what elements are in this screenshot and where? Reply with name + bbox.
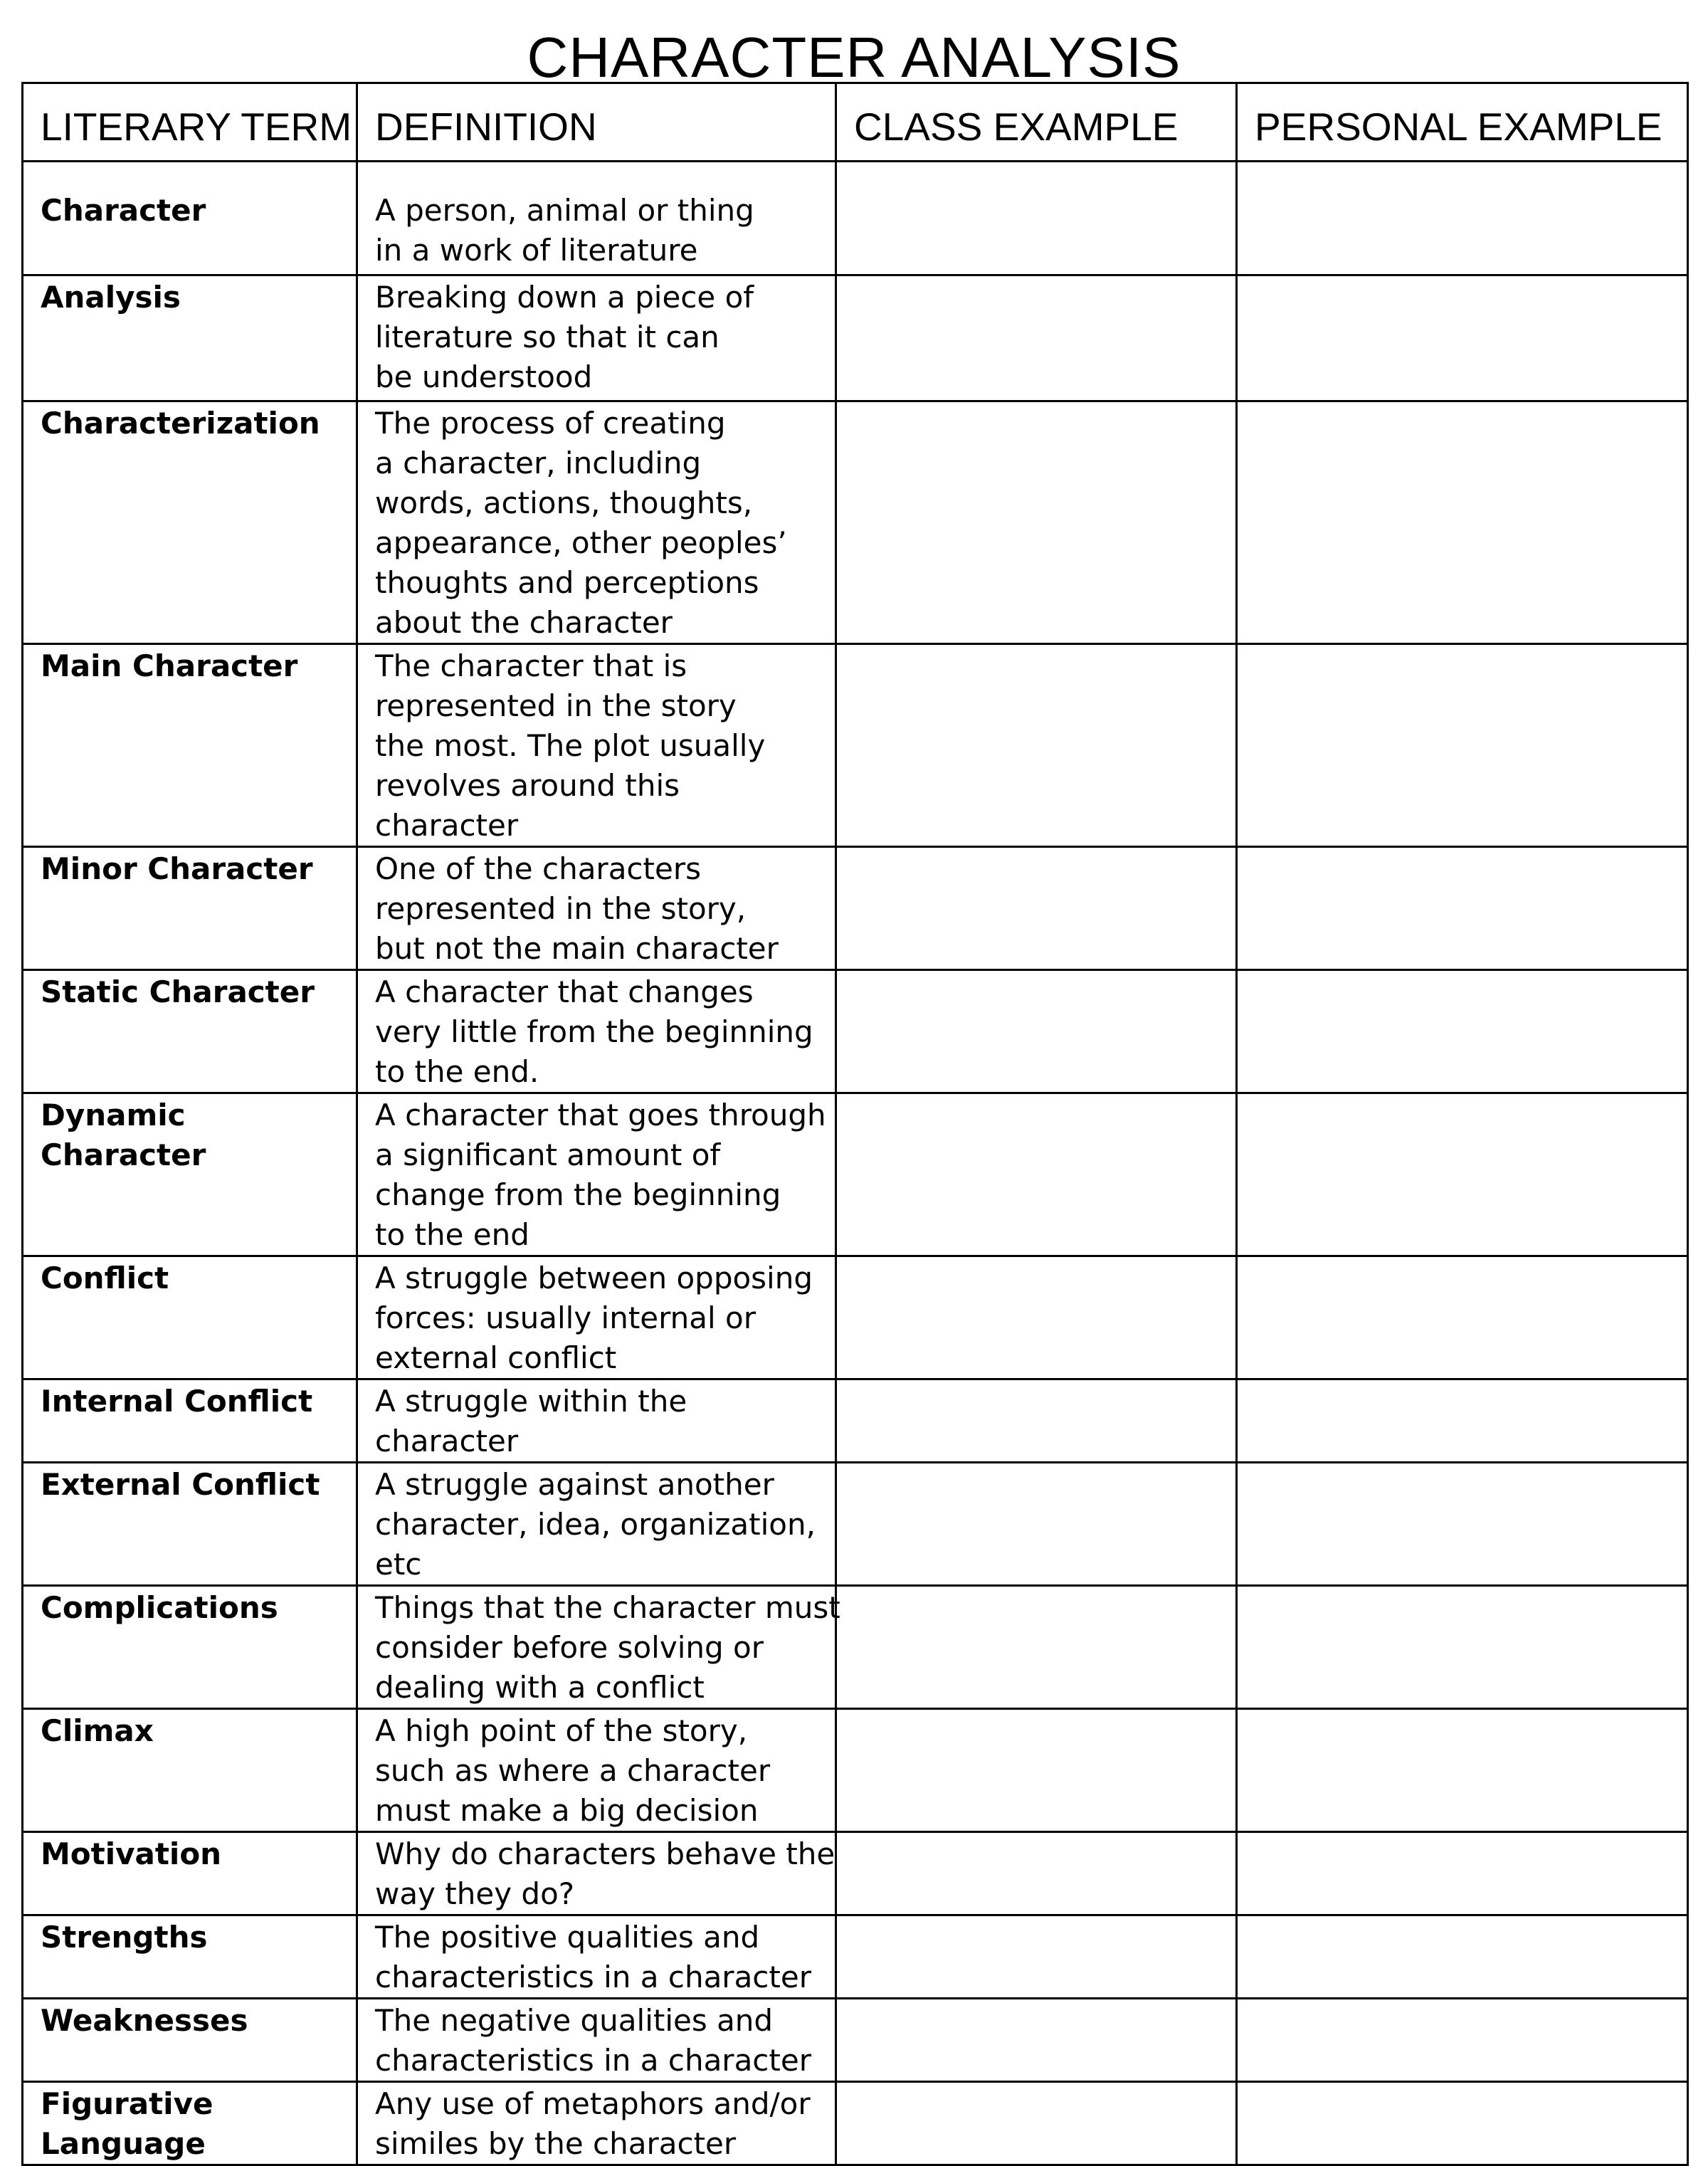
definition-cell (357, 2082, 836, 2165)
definition-line: to the end. (375, 1054, 539, 1089)
definition-cell (357, 1379, 836, 1463)
definition-line: A high point of the story, (375, 1713, 748, 1748)
definition-line: about the character (375, 605, 673, 640)
definition-line: revolves around this (375, 768, 680, 803)
definition-cell (357, 1586, 840, 1709)
definition-cell (357, 275, 836, 401)
definition-line: character, idea, organization, (375, 1507, 816, 1542)
class-example-cell[interactable] (836, 1999, 1237, 2082)
definition-line: The character that is (375, 648, 687, 683)
definition-line: to the end (375, 1217, 529, 1252)
table-row (23, 1709, 1688, 1832)
definition-cell (357, 1256, 836, 1379)
definition-line: A person, animal or thing (375, 193, 754, 228)
table-row (23, 401, 1688, 644)
table-row (23, 1093, 1688, 1256)
table-row (23, 970, 1688, 1093)
class-example-cell[interactable] (836, 1586, 1237, 1709)
definition-line: A struggle against another (375, 1467, 774, 1502)
definition-cell (357, 1999, 836, 2082)
definition-line: The negative qualities and (375, 2003, 774, 2038)
definition-line: external conflict (375, 1340, 617, 1375)
literary-term-cell: Minor Character (23, 847, 357, 970)
header-row (23, 83, 1688, 162)
definition-line: way they do? (375, 1876, 575, 1911)
definition-line: The positive qualities and (375, 1920, 760, 1955)
definition-line: character (375, 1424, 519, 1458)
column-header-personal-example: PERSONAL EXAMPLE (1237, 83, 1688, 162)
class-example-cell[interactable] (836, 970, 1237, 1093)
definition-line: similes by the character (375, 2126, 737, 2161)
definition-line: literature so that it can (375, 320, 719, 354)
literary-term-cell: Internal Conflict (23, 1379, 357, 1463)
class-example-cell[interactable] (836, 1709, 1237, 1832)
definition-line: The process of creating (375, 406, 726, 441)
column-header-class-example: CLASS EXAMPLE (836, 83, 1237, 162)
definition-line: such as where a character (375, 1753, 771, 1788)
class-example-cell[interactable] (836, 1093, 1237, 1256)
definition-cell (357, 1093, 836, 1256)
class-example-cell[interactable] (836, 1832, 1237, 1915)
definition-cell (357, 1463, 836, 1586)
definition-line: in a work of literature (375, 233, 698, 268)
literary-term-cell: Figurative Language (23, 2082, 357, 2165)
definition-line: characteristics in a character (375, 2043, 811, 2078)
literary-term-cell: Main Character (23, 644, 357, 847)
definition-line: appearance, other peoples’ (375, 525, 787, 560)
table-row (23, 847, 1688, 970)
class-example-cell[interactable] (836, 1463, 1237, 1586)
class-example-cell[interactable] (836, 847, 1237, 970)
definition-line: One of the characters (375, 851, 701, 886)
definition-line: but not the main character (375, 931, 779, 966)
definition-line: represented in the story, (375, 891, 747, 926)
table-row (23, 1832, 1688, 1915)
literary-term-cell: Climax (23, 1709, 357, 1832)
definition-line: Things that the character must (375, 1590, 840, 1625)
table-row (23, 2082, 1688, 2165)
definition-line: Any use of metaphors and/or (375, 2086, 811, 2121)
definition-line: a significant amount of (375, 1137, 721, 1172)
definition-line: A character that changes (375, 974, 754, 1009)
character-analysis-table (21, 82, 1689, 2166)
class-example-cell[interactable] (836, 162, 1237, 275)
literary-term-cell: Static Character (23, 970, 357, 1093)
personal-example-cell[interactable] (1237, 644, 1688, 847)
definition-line: change from the beginning (375, 1177, 781, 1212)
personal-example-cell[interactable] (1237, 1586, 1688, 1709)
personal-example-cell[interactable] (1237, 275, 1688, 401)
table-row (23, 1915, 1688, 1999)
personal-example-cell[interactable] (1237, 1915, 1688, 1999)
definition-line: consider before solving or (375, 1630, 764, 1665)
definition-cell (357, 401, 836, 644)
literary-term-cell: External Conflict (23, 1463, 357, 1586)
personal-example-cell[interactable] (1237, 1256, 1688, 1379)
column-header-literary-term: LITERARY TERM (23, 83, 357, 162)
class-example-cell[interactable] (836, 1379, 1237, 1463)
personal-example-cell[interactable] (1237, 970, 1688, 1093)
definition-line: very little from the beginning (375, 1014, 813, 1049)
definition-line: A struggle between opposing (375, 1261, 813, 1295)
definition-line: A character that goes through (375, 1098, 826, 1132)
definition-line: thoughts and perceptions (375, 565, 759, 600)
class-example-cell[interactable] (836, 1915, 1237, 1999)
definition-line: words, actions, thoughts, (375, 485, 753, 520)
definition-line: A struggle within the (375, 1384, 687, 1419)
definition-cell (357, 1915, 836, 1999)
personal-example-cell[interactable] (1237, 1709, 1688, 1832)
class-example-cell[interactable] (836, 401, 1237, 644)
definition-line: a character, including (375, 446, 702, 480)
definition-cell (357, 1832, 836, 1915)
definition-cell (357, 162, 836, 275)
table-row (23, 644, 1688, 847)
definition-cell (357, 644, 836, 847)
table-row (23, 1463, 1688, 1586)
definition-line: characteristics in a character (375, 1960, 811, 1994)
table-row (23, 1256, 1688, 1379)
class-example-cell[interactable] (836, 2082, 1237, 2165)
literary-term-cell: Weaknesses (23, 1999, 357, 2082)
class-example-cell[interactable] (836, 275, 1237, 401)
table-row (23, 1379, 1688, 1463)
table-row (23, 275, 1688, 401)
definition-cell (357, 1709, 836, 1832)
definition-line: dealing with a conflict (375, 1670, 705, 1705)
personal-example-cell[interactable] (1237, 1832, 1688, 1915)
definition-line: forces: usually internal or (375, 1300, 757, 1335)
literary-term-cell: Dynamic Character (23, 1093, 357, 1256)
literary-term-cell: Characterization (23, 401, 357, 644)
definition-cell (357, 970, 836, 1093)
definition-cell (357, 847, 836, 970)
definition-line: be understood (375, 359, 593, 394)
definition-line: represented in the story (375, 688, 737, 723)
literary-term-cell: Motivation (23, 1832, 357, 1915)
personal-example-cell[interactable] (1237, 1463, 1688, 1586)
definition-line: etc (375, 1547, 422, 1582)
literary-term-cell: Complications (23, 1586, 357, 1709)
table-row (23, 1999, 1688, 2082)
personal-example-cell[interactable] (1237, 162, 1688, 275)
literary-term-cell: Analysis (23, 275, 357, 401)
personal-example-cell[interactable] (1237, 1093, 1688, 1256)
page-title: CHARACTER ANALYSIS (527, 26, 1181, 89)
literary-term-cell: Strengths (23, 1915, 357, 1999)
literary-term-cell: Character (23, 162, 357, 275)
personal-example-cell[interactable] (1237, 847, 1688, 970)
personal-example-cell[interactable] (1237, 401, 1688, 644)
column-header-definition: DEFINITION (357, 83, 836, 162)
definition-line: Why do characters behave the (375, 1836, 835, 1871)
table-row (23, 162, 1688, 275)
literary-term-cell: Conflict (23, 1256, 357, 1379)
class-example-cell[interactable] (836, 1256, 1237, 1379)
definition-line: character (375, 808, 519, 843)
personal-example-cell[interactable] (1237, 2082, 1688, 2165)
definition-line: must make a big decision (375, 1793, 759, 1828)
class-example-cell[interactable] (836, 644, 1237, 847)
personal-example-cell[interactable] (1237, 1999, 1688, 2082)
personal-example-cell[interactable] (1237, 1379, 1688, 1463)
definition-line: Breaking down a piece of (375, 280, 754, 315)
definition-line: the most. The plot usually (375, 728, 766, 763)
table-row (23, 1586, 1688, 1709)
